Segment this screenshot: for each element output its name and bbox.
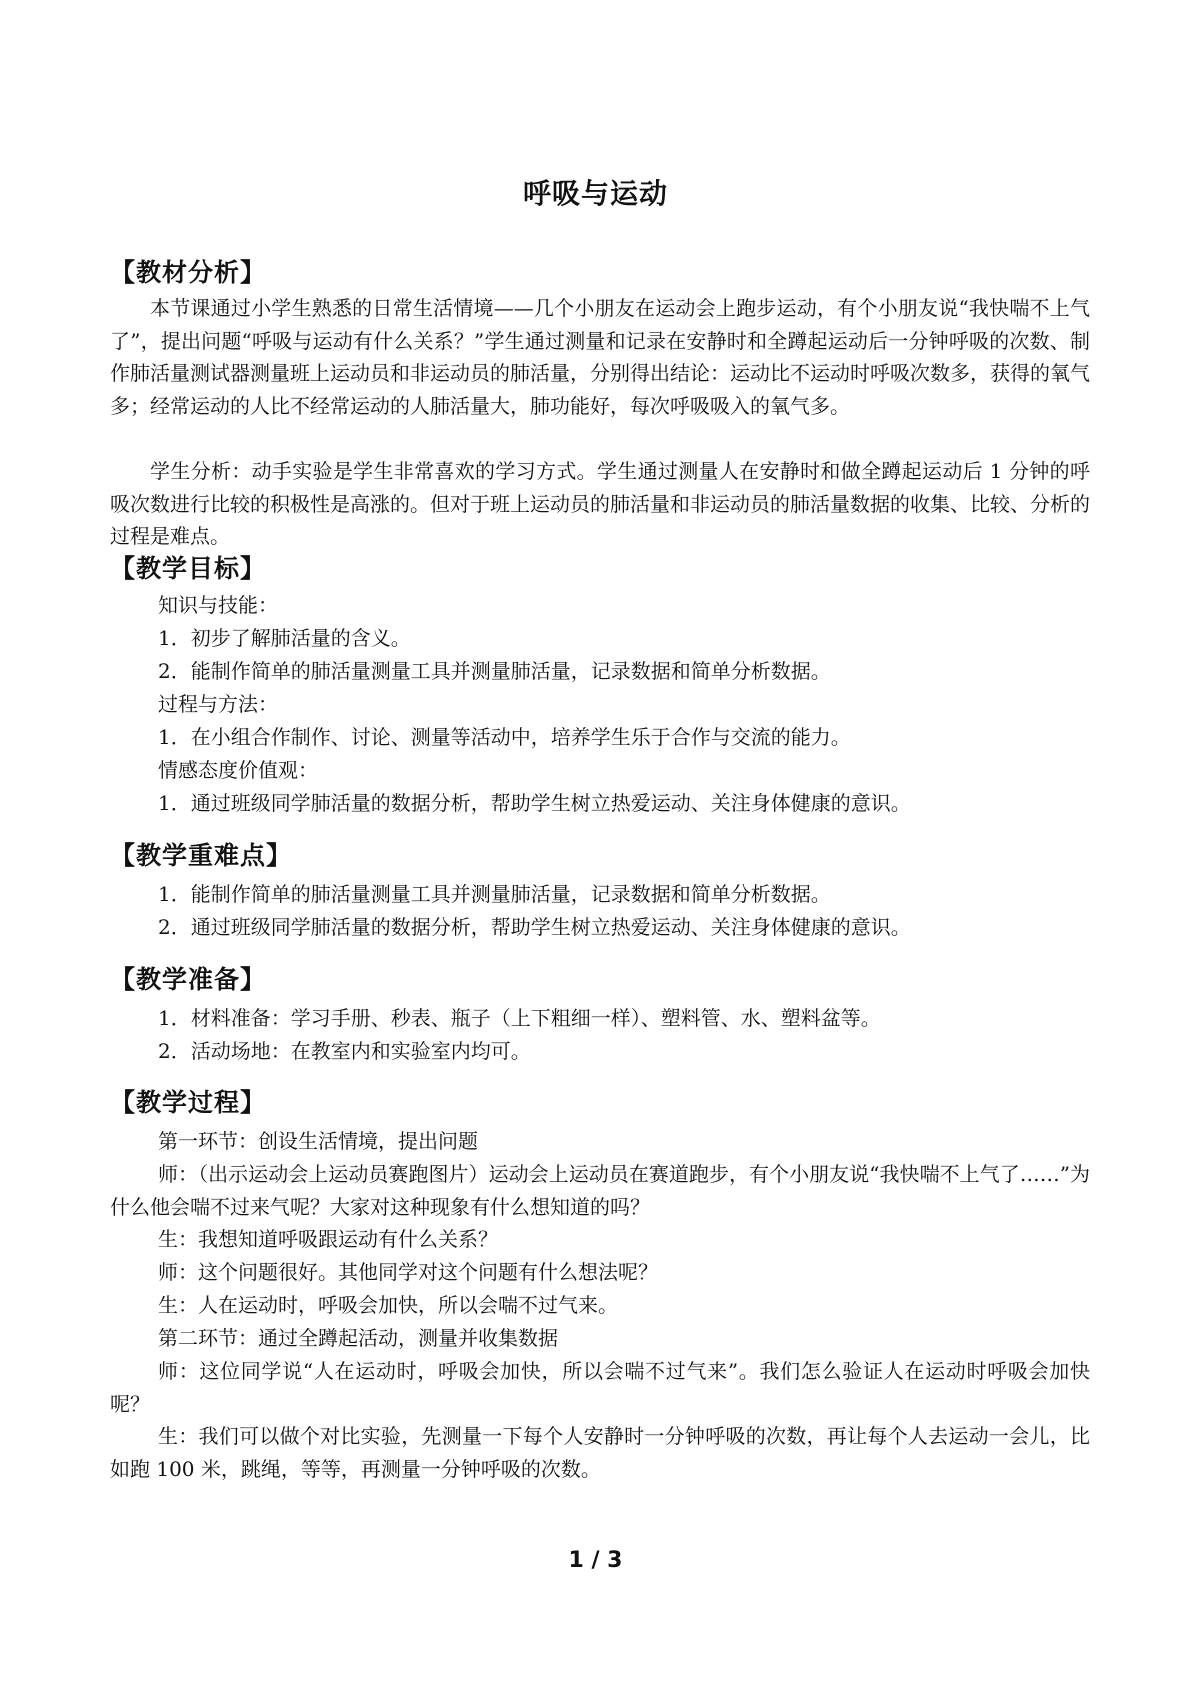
heading-analysis: 【教材分析】 — [110, 258, 267, 287]
process-line: 生：人在运动时，呼吸会加快，所以会喘不过气来。 — [158, 1293, 618, 1317]
process-line: 生：我们可以做个对比实验，先测量一下每个人安静时一分钟呼吸的次数，再让每个人去运动一会儿，比如跑 100 米，跳绳，等等，再测量一分钟呼吸的次数。 — [110, 1424, 1090, 1481]
heading-key-points: 【教学重难点】 — [110, 841, 293, 870]
key-point-line: 2．通过班级同学肺活量的数据分析，帮助学生树立热爱运动、关注身体健康的意识。 — [158, 915, 911, 939]
process-line: 第二环节：通过全蹲起活动，测量并收集数据 — [158, 1326, 558, 1350]
goal-line: 1．通过班级同学肺活量的数据分析，帮助学生树立热爱运动、关注身体健康的意识。 — [158, 791, 911, 815]
analysis-paragraph-1: 本节课通过小学生熟悉的日常生活情境——几个小朋友在运动会上跑步运动，有个小朋友说“我快喘不上气了”，提出问题“呼吸与运动有什么关系？”学生通过测量和记录在安静时和全蹲起运动后一分钟呼吸的次数、制作肺活量测试器测量班上运动员和非运动员的肺活量，分别得出结论：运动比不运动时呼吸次数多，获得的氧气多；经常运动的人比不经常运动的人肺活量大，肺功能好，每次呼吸吸入的氧气多。 — [110, 296, 1090, 418]
goal-line: 情感态度价值观： — [158, 758, 318, 782]
process-line: 师：这个问题很好。其他同学对这个问题有什么想法呢？ — [158, 1260, 658, 1284]
prep-line: 2．活动场地：在教室内和实验室内均可。 — [158, 1039, 531, 1063]
process-line: 师：这位同学说“人在运动时，呼吸会加快，所以会喘不过气来”。我们怎么验证人在运动时呼吸会加快呢？ — [110, 1359, 1090, 1416]
prep-line: 1．材料准备：学习手册、秒表、瓶子（上下粗细一样）、塑料管、水、塑料盆等。 — [158, 1006, 881, 1030]
goal-line: 知识与技能： — [158, 593, 278, 617]
page-number: 1 / 3 — [568, 1548, 623, 1573]
goal-line: 1．初步了解肺活量的含义。 — [158, 626, 411, 650]
heading-process: 【教学过程】 — [110, 1088, 267, 1117]
process-line: 生：我想知道呼吸跟运动有什么关系？ — [158, 1227, 498, 1251]
analysis-paragraph-2: 学生分析：动手实验是学生非常喜欢的学习方式。学生通过测量人在安静时和做全蹲起运动后 1 分钟的呼吸次数进行比较的积极性是高涨的。但对于班上运动员的肺活量和非运动员的肺活量数据的收集、比较、分析的过程是难点。 — [110, 459, 1090, 548]
document-title: 呼吸与运动 — [522, 177, 668, 210]
heading-preparation: 【教学准备】 — [110, 965, 267, 994]
key-point-line: 1．能制作简单的肺活量测量工具并测量肺活量，记录数据和简单分析数据。 — [158, 882, 831, 906]
process-line: 第一环节：创设生活情境，提出问题 — [158, 1129, 478, 1153]
goal-line: 过程与方法： — [158, 692, 278, 716]
heading-goals: 【教学目标】 — [110, 554, 267, 583]
process-line: 师：（出示运动会上运动员赛跑图片）运动会上运动员在赛道跑步，有个小朋友说“我快喘不上气了……”为什么他会喘不过来气呢？大家对这种现象有什么想知道的吗？ — [110, 1162, 1090, 1219]
goal-line: 2．能制作简单的肺活量测量工具并测量肺活量，记录数据和简单分析数据。 — [158, 659, 831, 683]
goal-line: 1．在小组合作制作、讨论、测量等活动中，培养学生乐于合作与交流的能力。 — [158, 725, 851, 749]
